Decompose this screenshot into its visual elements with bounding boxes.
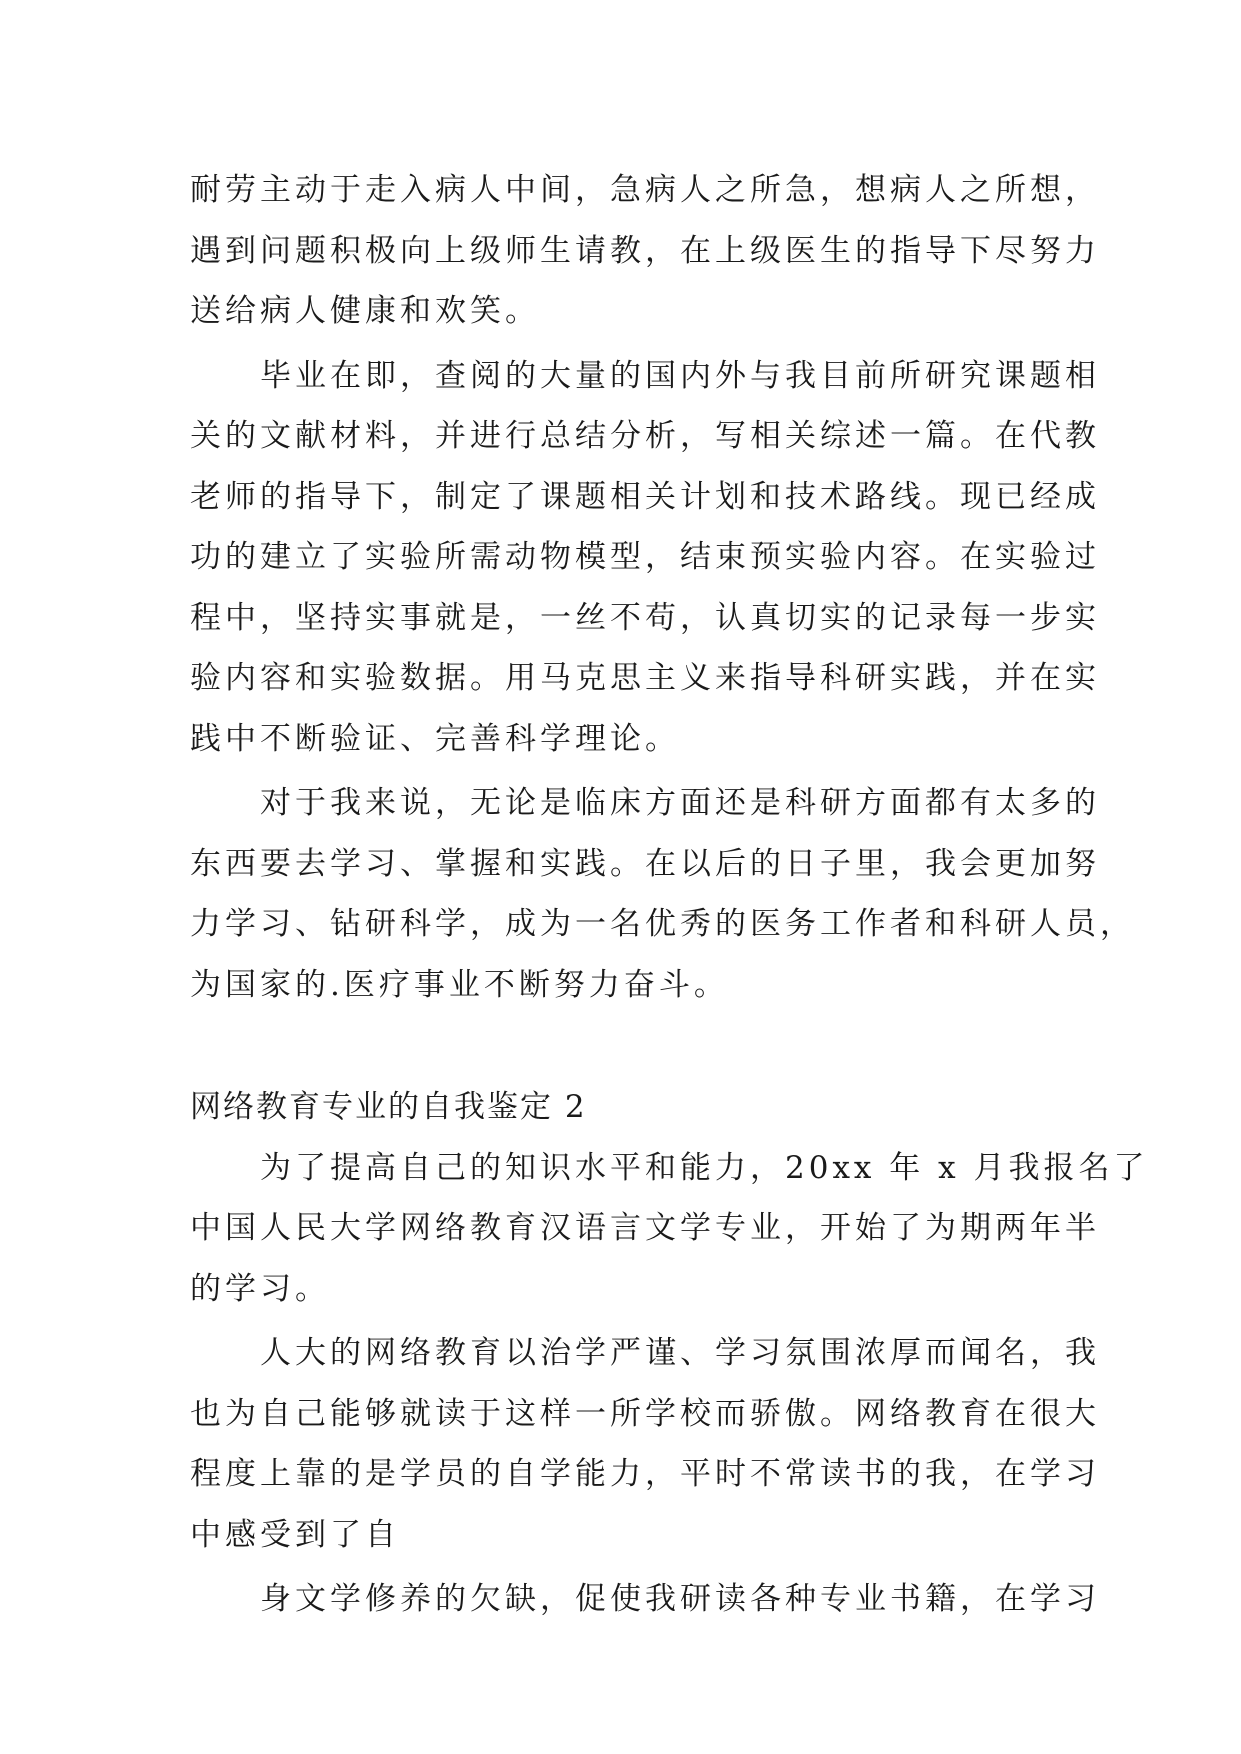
text-line: 为了提高自己的知识水平和能力，20xx 年 x 月我报名了 <box>260 1149 1149 1186</box>
text-line: 身文学修养的欠缺，促使我研读各种专业书籍，在学习 <box>260 1581 1100 1617</box>
paragraph-2 <box>190 346 1100 770</box>
text-line: 耐劳主动于走入病人中间，急病人之所急，想病人之所想， <box>190 172 1100 208</box>
text-line: 践中不断验证、完善科学理论。 <box>190 720 680 757</box>
text-line: 老师的指导下，制定了课题相关计划和技术路线。现已经成 <box>190 478 1100 515</box>
document-body <box>190 160 1149 1630</box>
text-line: 程中，坚持实事就是，一丝不苟，认真切实的记录每一步实 <box>190 599 1100 636</box>
text-line: 中感受到了自 <box>190 1516 400 1553</box>
paragraph-5 <box>190 1323 1100 1565</box>
text-line: 功的建立了实验所需动物模型，结束预实验内容。在实验过 <box>190 539 1100 575</box>
paragraph-4 <box>190 1138 1149 1320</box>
text-line: 验内容和实验数据。用马克思主义来指导科研实践，并在实 <box>190 660 1100 696</box>
paragraph-6 <box>190 1569 1100 1630</box>
text-line: 力学习、钻研科学，成为一名优秀的医务工作者和科研人员， <box>190 906 1135 942</box>
text-line: 东西要去学习、掌握和实践。在以后的日子里，我会更加努 <box>190 845 1100 882</box>
text-line: 关的文献材料，并进行总结分析，写相关综述一篇。在代教 <box>190 418 1100 454</box>
paragraph-1 <box>190 160 1100 342</box>
text-line: 送给病人健康和欢笑。 <box>190 293 540 329</box>
text-line: 程度上靠的是学员的自学能力，平时不常读书的我，在学习 <box>190 1456 1100 1492</box>
text-line: 为国家的.医疗事业不断努力奋斗。 <box>190 966 729 1003</box>
text-line: 人大的网络教育以治学严谨、学习氛围浓厚而闻名，我 <box>260 1335 1100 1371</box>
text-line: 遇到问题积极向上级师生请教，在上级医生的指导下尽努力 <box>190 232 1100 269</box>
paragraph-3 <box>190 773 1135 1015</box>
text-line: 的学习。 <box>190 1270 330 1307</box>
text-line: 对于我来说，无论是临床方面还是科研方面都有太多的 <box>260 785 1100 821</box>
section-heading: 网络教育专业的自我鉴定 2 <box>190 1089 587 1125</box>
text-line: 也为自己能够就读于这样一所学校而骄傲。网络教育在很大 <box>190 1395 1100 1432</box>
text-line: 毕业在即，查阅的大量的国内外与我目前所研究课题相 <box>260 357 1100 394</box>
text-line: 中国人民大学网络教育汉语言文学专业，开始了为期两年半 <box>190 1210 1100 1246</box>
